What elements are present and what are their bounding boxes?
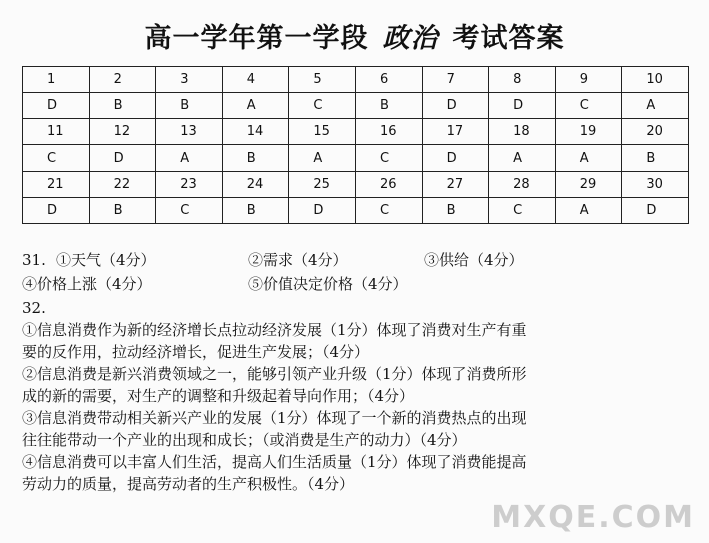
question-number-cell: 25 [289,171,356,197]
answer-cell: D [422,93,489,119]
answer-cell: B [89,93,156,119]
answer-cell: C [355,145,422,171]
question-number-cell: 1 [23,67,90,93]
question-number-cell: 18 [489,119,556,145]
question-31 [22,249,702,297]
question-number-cell: 9 [555,67,622,93]
answer-cell: A [622,93,689,119]
answer-row [23,93,689,119]
question-number-row [23,119,689,145]
title-suffix: 考试答案 [452,23,565,54]
q32-answer-line: 要的反作用，拉动经济增长，促进生产发展；（4分） [22,343,370,361]
question-number-cell: 20 [622,119,689,145]
answer-cell: A [156,145,223,171]
question-number-cell: 6 [355,67,422,93]
question-number-cell: 3 [156,67,223,93]
answer-cell: D [23,93,90,119]
question-32 [22,297,702,495]
answer-cell: B [355,93,422,119]
page-title [0,16,709,55]
answer-table [22,66,689,224]
answer-cell: C [156,197,223,223]
question-number-cell: 27 [422,171,489,197]
question-number-cell: 28 [489,171,556,197]
answer-cell: A [489,145,556,171]
question-number-cell: 8 [489,67,556,93]
question-number-cell: 17 [422,119,489,145]
question-number-row [23,171,689,197]
question-number-cell: 12 [89,119,156,145]
question-number-cell: 2 [89,67,156,93]
answer-cell: B [622,145,689,171]
question-number-cell: 15 [289,119,356,145]
question-number-cell: 13 [156,119,223,145]
q32-answer-line: ②信息消费是新兴消费领域之一，能够引领产业升级（1分）体现了消费所形 [22,365,527,383]
answer-cell: B [222,197,289,223]
q31-answer-4: ④价格上涨（4分） [22,275,152,293]
answer-cell: A [555,145,622,171]
question-number-cell: 14 [222,119,289,145]
answer-cell: C [355,197,422,223]
answer-cell: C [489,197,556,223]
q31-answer-3: ③供给（4分） [424,251,524,269]
answer-cell: C [23,145,90,171]
question-number-cell: 16 [355,119,422,145]
question-number-cell: 22 [89,171,156,197]
answer-cell: C [555,93,622,119]
question-number-cell: 23 [156,171,223,197]
q32-answer-line: ①信息消费作为新的经济增长点拉动经济发展（1分）体现了消费对生产有重 [22,321,527,339]
answer-cell: C [289,93,356,119]
question-number-cell: 29 [555,171,622,197]
q32-answer-line: ④信息消费可以丰富人们生活，提高人们生活质量（1分）体现了消费能提高 [22,453,527,471]
q31-number: 31. [22,251,46,269]
answer-cell: D [489,93,556,119]
answer-cell: D [622,197,689,223]
q31-answer-2: ②需求（4分） [248,251,348,269]
question-number-cell: 26 [355,171,422,197]
question-number-cell: 11 [23,119,90,145]
q32-answer-line: 成的新的需要，对生产的调整和升级起着导向作用；（4分） [22,387,415,405]
question-number-cell: 10 [622,67,689,93]
question-number-cell: 4 [222,67,289,93]
question-number-cell: 5 [289,67,356,93]
q31-answer-5: ⑤价值决定价格（4分） [248,275,408,293]
title-subject: 政治 [382,23,439,54]
q32-answer-line: ③信息消费带动相关新兴产业的发展（1分）体现了一个新的消费热点的出现 [22,409,527,427]
answer-cell: B [156,93,223,119]
answer-cell: A [555,197,622,223]
question-number-cell: 7 [422,67,489,93]
q32-answer-line: 往往能带动一个产业的出现和成长；（或消费是生产的动力）（4分） [22,431,467,449]
question-number-row [23,67,689,93]
answer-cell: D [23,197,90,223]
answer-row [23,197,689,223]
answer-cell: B [89,197,156,223]
answer-cell: A [222,93,289,119]
question-number-cell: 19 [555,119,622,145]
answer-row [23,145,689,171]
watermark-logo: MXQE.COM [491,500,695,535]
title-prefix: 高一学年第一学段 [144,23,369,54]
question-number-cell: 30 [622,171,689,197]
answer-cell: D [89,145,156,171]
answer-cell: A [289,145,356,171]
answer-cell: D [289,197,356,223]
answer-cell: B [222,145,289,171]
answer-cell: B [422,197,489,223]
q32-answer-line: 劳动力的质量，提高劳动者的生产积极性。（4分） [22,475,355,493]
q32-number: 32. [22,299,46,317]
question-number-cell: 21 [23,171,90,197]
answer-cell: D [422,145,489,171]
q31-answer-1: ①天气（4分） [56,251,156,269]
question-number-cell: 24 [222,171,289,197]
